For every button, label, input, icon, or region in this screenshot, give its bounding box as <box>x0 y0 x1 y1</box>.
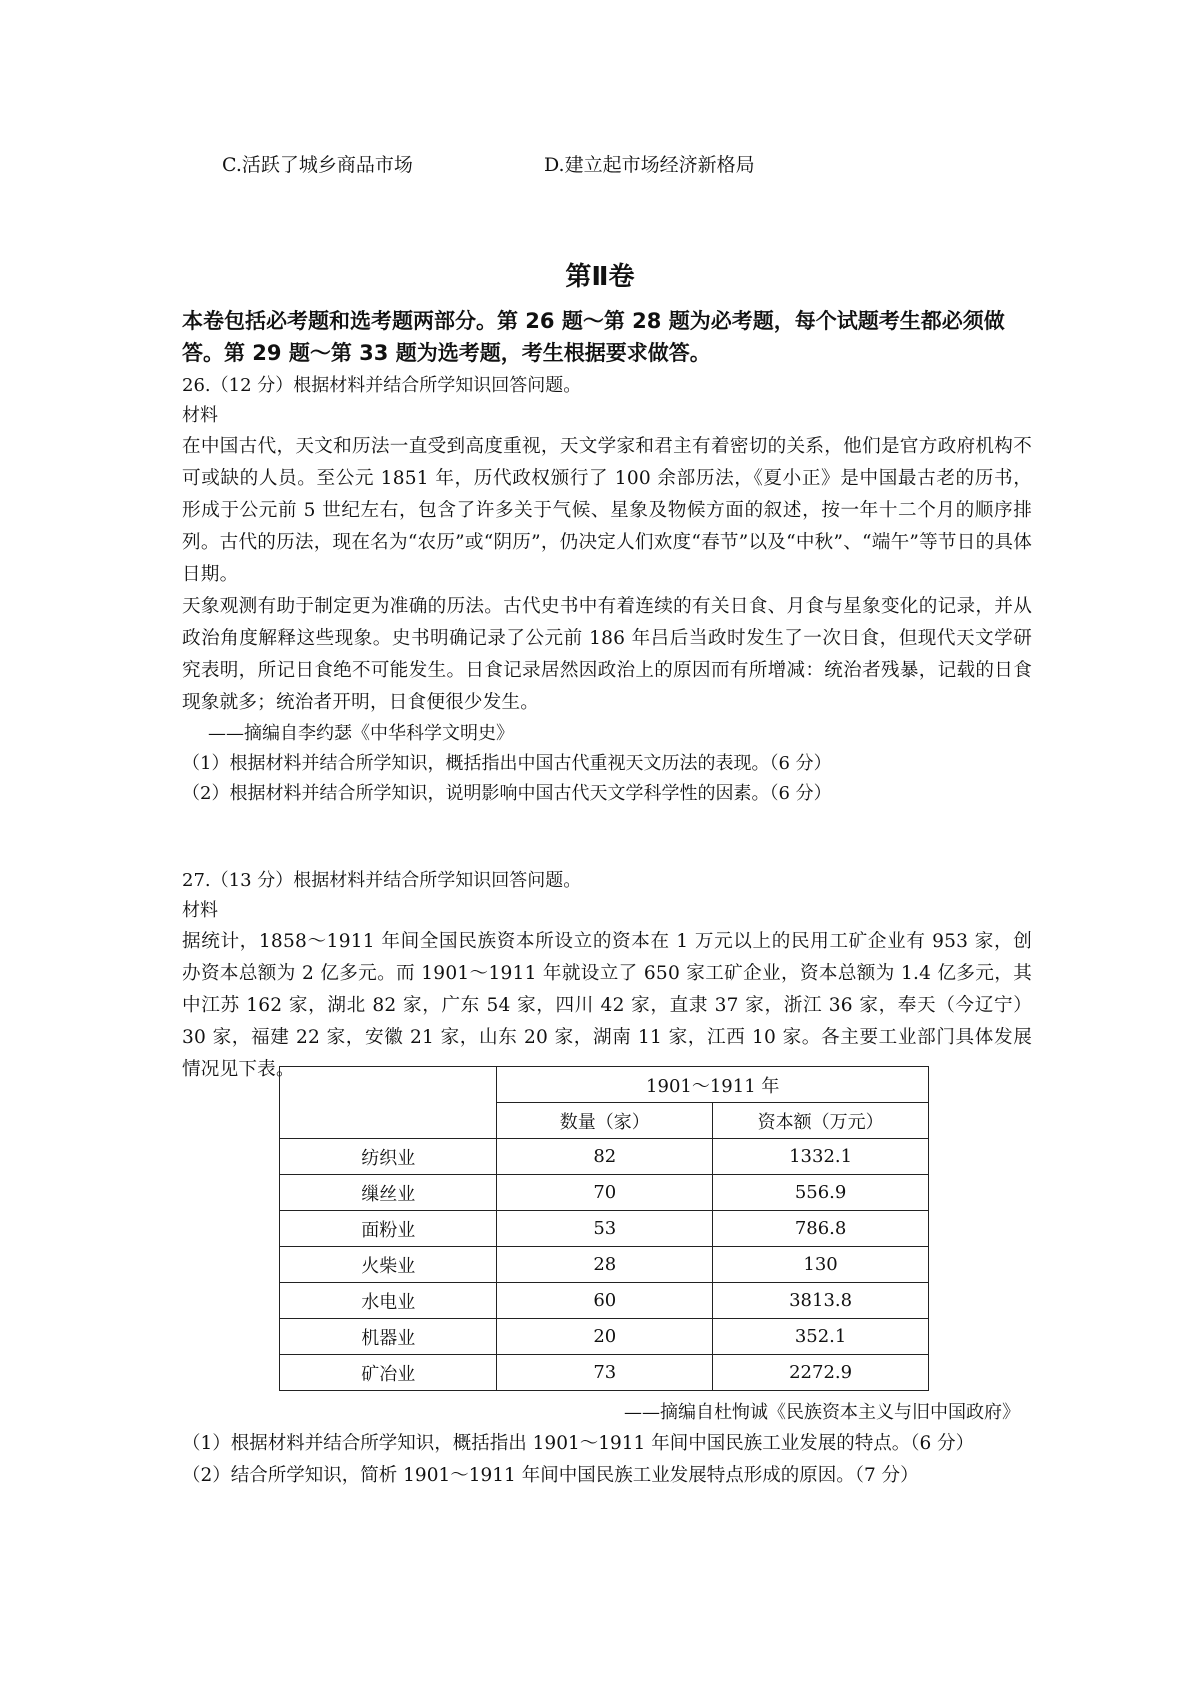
question-26-sub-2: （2）根据材料并结合所学知识，说明影响中国古代天文学科学性的因素。（6 分） <box>182 783 832 804</box>
industry-table <box>279 1066 929 1391</box>
table-industry-cell: 纺织业 <box>280 1139 497 1175</box>
table-count-cell: 53 <box>497 1211 713 1247</box>
table-header-row <box>280 1067 929 1103</box>
table-industry-cell: 矿冶业 <box>280 1355 497 1391</box>
table-capital-cell: 1332.1 <box>713 1139 929 1175</box>
table-capital-cell: 2272.9 <box>713 1355 929 1391</box>
table-count-cell: 28 <box>497 1247 713 1283</box>
question-27-material-label: 材料 <box>182 900 218 921</box>
table-row <box>280 1283 929 1319</box>
table-capital-cell: 130 <box>713 1247 929 1283</box>
question-26 <box>182 371 1032 809</box>
table-period-header: 1901～1911 年 <box>497 1067 929 1103</box>
table-row <box>280 1139 929 1175</box>
question-27 <box>182 866 1032 1086</box>
table-count-cell: 20 <box>497 1319 713 1355</box>
table-industry-cell: 面粉业 <box>280 1211 497 1247</box>
table-count-header: 数量（家） <box>497 1103 713 1139</box>
table-row <box>280 1175 929 1211</box>
table-row <box>280 1211 929 1247</box>
table-row <box>280 1247 929 1283</box>
option-d: D.建立起市场经济新格局 <box>544 154 755 176</box>
table-corner-cell <box>280 1067 497 1139</box>
section-instructions: 本卷包括必考题和选考题两部分。第 26 题～第 28 题为必考题，每个试题考生都必须做答。第 29 题～第 33 题为选考题，考生根据要求做答。 <box>182 309 1005 365</box>
table-capital-cell: 352.1 <box>713 1319 929 1355</box>
question-27-header: 27.（13 分）根据材料并结合所学知识回答问题。 <box>182 870 582 891</box>
option-c: C.活跃了城乡商品市场 <box>222 154 413 176</box>
table-industry-cell: 机器业 <box>280 1319 497 1355</box>
question-26-material-paragraph-1: 在中国古代，天文和历法一直受到高度重视，天文学家和君主有着密切的关系，他们是官方政府机构不可或缺的人员。至公元 1851 年，历代政权颁行了 100 余部历法，《夏小正》是中国最古老的历书，形成于公元前 5 世纪左右，包含了许多关于气候、星象及物候方面的叙述，按一年十二个月的顺序排列。古代的历法，现在名为“农历”或“阴历”，仍决定人们欢度“春节”以及“中秋”、“端午”等节日的具体日期。 <box>182 436 1032 585</box>
question-26-source: ——摘编自李约瑟《中华科学文明史》 <box>208 723 514 744</box>
table-count-cell: 73 <box>497 1355 713 1391</box>
table-count-cell: 60 <box>497 1283 713 1319</box>
table-capital-header: 资本额（万元） <box>713 1103 929 1139</box>
table-row <box>280 1319 929 1355</box>
question-27-sub-2: （2）结合所学知识，简析 1901～1911 年间中国民族工业发展特点形成的原因。（7 分） <box>182 1465 919 1486</box>
table-count-cell: 70 <box>497 1175 713 1211</box>
table-capital-cell: 3813.8 <box>713 1283 929 1319</box>
section-title: 第Ⅱ卷 <box>565 262 635 292</box>
question-27-material-paragraph: 据统计，1858～1911 年间全国民族资本所设立的资本在 1 万元以上的民用工矿企业有 953 家，创办资本总额为 2 亿多元。而 1901～1911 年就设立了 650 家工矿企业，资本总额为 1.4 亿多元，其中江苏 162 家，湖北 82 家，广东 54 家，四川 42 家，直隶 37 家，浙江 36 家，奉天（今辽宁）30 家，福建 22 家，安徽 21 家，山东 20 家，湖南 11 家，江西 10 家。各主要工业部门具体发展情况见下表。 <box>182 931 1032 1080</box>
table-industry-cell: 缫丝业 <box>280 1175 497 1211</box>
table-capital-cell: 786.8 <box>713 1211 929 1247</box>
table-count-cell: 82 <box>497 1139 713 1175</box>
question-27-sub-1: （1）根据材料并结合所学知识，概括指出 1901～1911 年间中国民族工业发展的特点。（6 分） <box>182 1433 975 1454</box>
table-industry-cell: 火柴业 <box>280 1247 497 1283</box>
question-27-sub-questions <box>182 1428 1032 1492</box>
table-capital-cell: 556.9 <box>713 1175 929 1211</box>
question-26-sub-1: （1）根据材料并结合所学知识，概括指出中国古代重视天文历法的表现。（6 分） <box>182 753 832 774</box>
question-26-material-paragraph-2: 天象观测有助于制定更为准确的历法。古代史书中有着连续的有关日食、月食与星象变化的记录，并从政治角度解释这些现象。史书明确记录了公元前 186 年吕后当政时发生了一次日食，但现代天文学研究表明，所记日食绝不可能发生。日食记录居然因政治上的原因而有所增减：统治者残暴，记载的日食现象就多；统治者开明，日食便很少发生。 <box>182 596 1032 713</box>
previous-question-options <box>222 150 755 177</box>
question-26-header: 26.（12 分）根据材料并结合所学知识回答问题。 <box>182 375 582 396</box>
question-27-source: ——摘编自杜恂诚《民族资本主义与旧中国政府》 <box>624 1402 1020 1423</box>
table-row <box>280 1355 929 1391</box>
table-industry-cell: 水电业 <box>280 1283 497 1319</box>
question-26-material-label: 材料 <box>182 405 218 426</box>
